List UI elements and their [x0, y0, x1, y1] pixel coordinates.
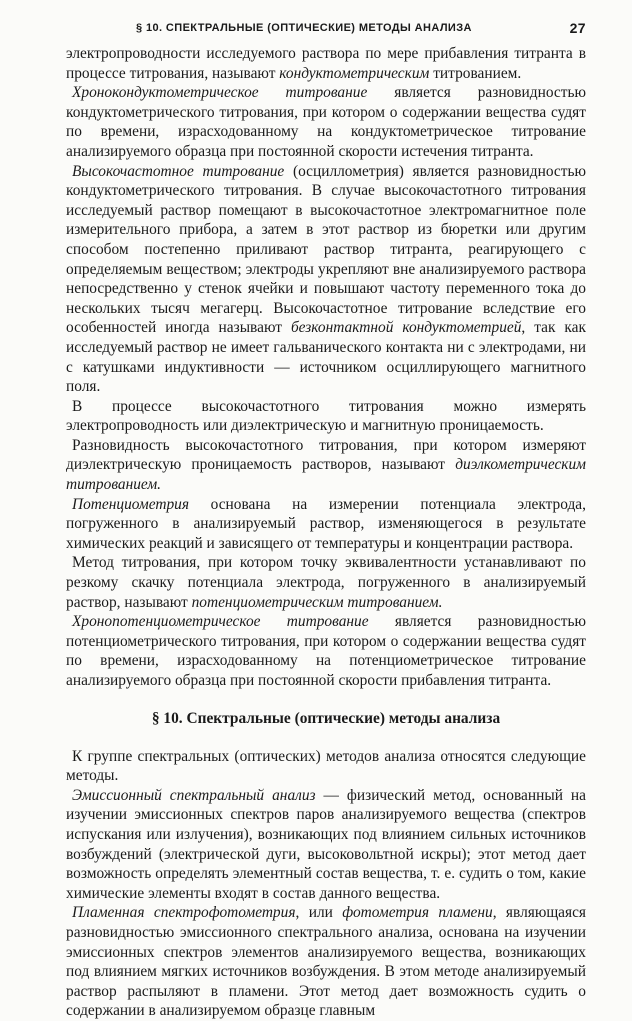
- page-number: 27: [569, 20, 586, 36]
- section-heading: § 10. Спектральные (оптические) методы анализа: [151, 709, 501, 727]
- text-run: титрованием.: [429, 64, 522, 82]
- text-run: , или: [295, 904, 343, 922]
- paragraph: [66, 903, 586, 1021]
- paragraph: [66, 747, 586, 786]
- text-run: электропроводности исследуемого раствора по мере прибавления титранта в процессе титрования, называют: [66, 45, 586, 82]
- text-run: Разновидность высокочастотного титрования, при котором измеряют диэлектрическую проницаемость растворов, называют: [66, 436, 586, 474]
- italic-term: Пламенная спектрофотометрия: [72, 904, 296, 922]
- paragraph: [66, 553, 586, 612]
- body-text-top: [66, 44, 586, 691]
- text-run: , так как исследуемый раствор не имеет гальванического контакта ни с электродами, ни с катушками индуктивности — источником осциллирующего магнитного поля.: [66, 319, 586, 396]
- book-page: [66, 20, 586, 1021]
- italic-term: кондуктометрическим: [279, 64, 430, 82]
- italic-term: Эмиссионный спектральный анализ: [72, 786, 316, 804]
- running-title: § 10. СПЕКТРАЛЬНЫЕ (ОПТИЧЕСКИЕ) МЕТОДЫ АНАЛИЗА: [136, 22, 472, 34]
- text-run: основана на измерении потенциала электрода, погруженного в анализируемый раствор, изменяющегося в результате химических реакций и зависящего от температуры и концентрации раствора.: [66, 495, 586, 552]
- italic-term: Хронокондуктометрическое титрование: [72, 84, 368, 102]
- italic-term: Потенциометрия: [72, 495, 189, 513]
- italic-term: Хронопотенциометрическое титрование: [72, 613, 369, 631]
- paragraph: [66, 44, 586, 83]
- paragraph: [66, 436, 586, 495]
- paragraph: [66, 83, 586, 161]
- italic-term: фотометрия пламени: [342, 904, 493, 922]
- italic-term: Высокочастотное титрование: [72, 162, 285, 180]
- italic-term: потенциометрическим титрованием.: [191, 593, 443, 611]
- text-run: , являющаяся разновидностью эмиссионного спектрального анализа, основана на изучении эмиссионных спектров элементов анализируемого вещества, возникающих под влиянием мягких источников возбуждения. В этом методе анализируемый раствор распыляют в пламени. Этот метод дает возможность судить о содержании в анализируемом образце главным: [66, 904, 586, 1020]
- italic-term: диэлкометрическим титрованием.: [66, 456, 586, 494]
- text-run: Метод титрования, при котором точку эквивалентности устанавливают по резкому скачку потенциала электрода, погруженного в анализируемый раствор, называют: [66, 554, 586, 611]
- paragraph: [66, 162, 586, 397]
- text-run: является разновидностью потенциометрического титрования, при котором о содержании вещества судят по времени, израсходованному на потенциометрическое титрование анализируемого образца при постоянной скорости прибавления титранта.: [66, 613, 587, 689]
- text-run: — физический метод, основанный на изучении эмиссионных спектров паров анализируемого вещества (спектров испускания или излучения), возникающих под влиянием сильных источников возбуждений (электрической дуги, высоковольтной искры); этот метод дает возможность определять элементный состав вещества, т. е. судить о том, какие химические элементы входят в состав данного вещества.: [66, 786, 586, 902]
- paragraph: [66, 495, 586, 554]
- paragraph: [66, 397, 586, 436]
- running-header: [66, 20, 586, 44]
- text-run: К группе спектральных (оптических) методов анализа относятся следующие методы.: [66, 747, 586, 785]
- paragraph: [66, 786, 586, 904]
- body-text-bottom: [66, 747, 586, 1021]
- italic-term: безконтактной кондуктометрией: [290, 319, 522, 337]
- paragraph: [66, 612, 586, 690]
- text-run: является разновидностью кондуктометрического титрования, при котором о содержании вещества судят по времени, израсходованному на кондуктометрическое титрование анализируемого образца при постоянной скорости истечения титранта.: [66, 84, 586, 160]
- text-run: В процессе высокочастотного титрования можно измерять электропроводность или диэлектрическую и магнитную проницаемость.: [66, 397, 586, 435]
- text-run: (осциллометрия) является разновидностью кондуктометрического титрования. В случае высокочастотного титрования исследуемый раствор помещают в высокочастотное электромагнитное поле измерительного прибора, а затем в этот раствор из бюретки или другим способом постепенно приливают раствор титранта, реагирующего с определяемым веществом; электроды укрепляют вне анализируемого раствора непосредственно у стенок ячейки и повышают частоту переменного тока до нескольких тысяч мегагерц. Высокочастотное титрование вследствие его особенностей иногда называют: [66, 162, 586, 337]
